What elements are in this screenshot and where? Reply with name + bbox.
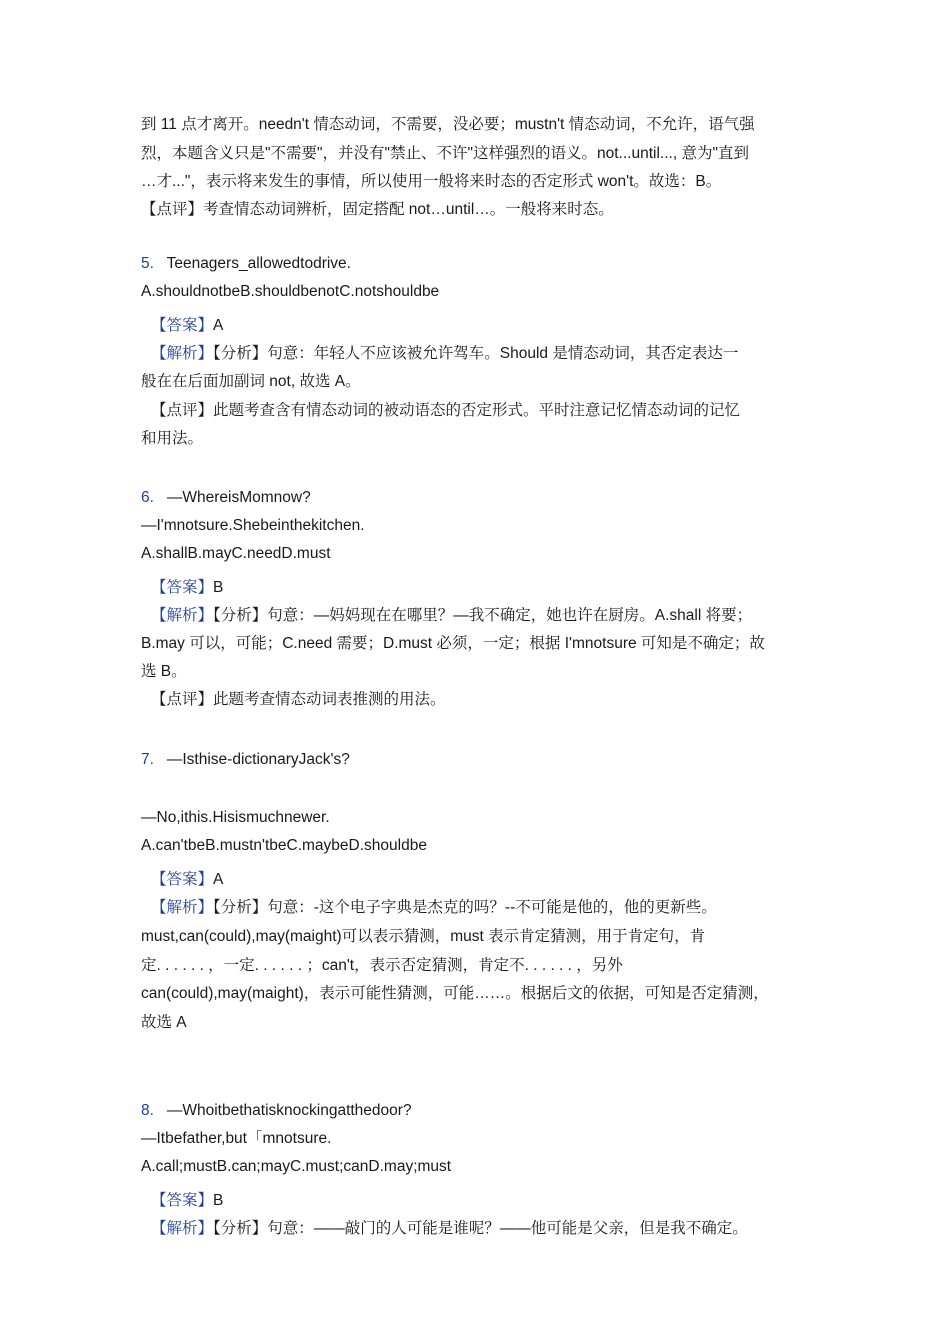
question-7-analysis (151, 898, 810, 918)
answer-value: A (213, 871, 224, 888)
question-7-analysis-cont-4: 故选 A (141, 1014, 187, 1031)
question-5 (141, 254, 810, 274)
question-8-line-2: —Itbefather,but「mnotsure. (141, 1130, 332, 1147)
question-number: 6. (141, 489, 154, 506)
analysis-label: 【解析】 (151, 607, 214, 624)
question-number: 7. (141, 751, 154, 768)
answer-label: 【答案】 (151, 871, 214, 888)
question-7-line-2: —No,ithis.Hisismuchnewer. (141, 809, 330, 826)
question-7 (141, 750, 810, 770)
question-6-analysis-cont: B.may 可以，可能；C.need 需要；D.must 必须，一定；根据 I'mnotsure 可知是不确定；故 (141, 635, 765, 652)
answer-label: 【答案】 (151, 1192, 214, 1209)
question-6 (141, 488, 810, 508)
question-5-comment-cont: 和用法。 (141, 430, 204, 447)
question-5-comment: 【点评】此题考查含有情态动词的被动语态的否定形式。平时注意记忆情态动词的记忆 (151, 402, 741, 419)
intro-comment: 【点评】考查情态动词辨析，固定搭配 not…until…。一般将来时态。 (141, 201, 614, 218)
question-text: —WhereisMomnow? (166, 489, 311, 506)
question-7-answer (151, 870, 810, 890)
question-6-analysis-cont-2: 选 B。 (141, 663, 187, 680)
intro-line-2: 烈，本题含义只是"不需要"，并没有"禁止、不许"这样强烈的语义。not...until..., 意为"直到 (141, 145, 749, 162)
question-6-line-2: —I'mnotsure.Shebeinthekitchen. (141, 517, 365, 534)
question-text: —Whoitbethatisknockingatthedoor? (166, 1102, 412, 1119)
analysis-label: 【解析】 (151, 899, 214, 916)
question-7-analysis-cont-3: can(could),may(maight)，表示可能性猜测，可能……。根据后文的依据，可知是否定猜测， (141, 985, 769, 1002)
intro-line-1: 到 11 点才离开。needn't 情态动词，不需要，没必要；mustn't 情态动词，不允许，语气强 (141, 116, 755, 133)
analysis-text: 【分析】句意：-这个电子字典是杰克的吗？--不可能是他的，他的更新些。 (213, 899, 717, 916)
question-8 (141, 1101, 810, 1121)
question-5-analysis (151, 344, 810, 364)
analysis-label: 【解析】 (151, 1220, 214, 1237)
answer-label: 【答案】 (151, 579, 214, 596)
question-8-options: A.call;mustB.can;mayC.must;canD.may;must (141, 1158, 452, 1175)
question-8-analysis (151, 1219, 810, 1239)
question-number: 8. (141, 1102, 154, 1119)
question-number: 5. (141, 255, 154, 272)
question-7-analysis-cont-2: 定. . . . . . ，一定. . . . . . ；can't，表示否定猜测，肯定不. . . . . . ，另外 (141, 957, 623, 974)
question-6-answer (151, 578, 810, 598)
question-8-answer (151, 1191, 810, 1211)
question-6-options: A.shallB.mayC.needD.must (141, 545, 331, 562)
question-6-analysis (151, 606, 810, 626)
question-5-analysis-cont: 般在在后面加副词 not, 故选 A。 (141, 373, 361, 390)
analysis-label: 【解析】 (151, 345, 214, 362)
question-text: —Isthise-dictionaryJack's? (166, 751, 350, 768)
answer-label: 【答案】 (151, 317, 214, 334)
analysis-text: 【分析】句意：—妈妈现在在哪里？—我不确定，她也许在厨房。A.shall 将要； (213, 607, 753, 624)
question-5-options: A.shouldnotbeB.shouldbenotC.notshouldbe (141, 283, 440, 300)
intro-line-3: …才..."，表示将来发生的事情，所以使用一般将来时态的否定形式 won't。故选：B。 (141, 173, 722, 190)
answer-value: B (213, 579, 224, 596)
answer-value: A (213, 317, 224, 334)
analysis-text: 【分析】句意：——敲门的人可能是谁呢？——他可能是父亲，但是我不确定。 (213, 1220, 748, 1237)
question-7-options: A.can'tbeB.mustn'tbeC.maybeD.shouldbe (141, 837, 427, 854)
question-5-answer (151, 316, 810, 336)
question-text: Teenagers_allowedtodrive. (166, 255, 351, 272)
question-6-comment: 【点评】此题考查情态动词表推测的用法。 (151, 691, 446, 708)
answer-value: B (213, 1192, 224, 1209)
analysis-text: 【分析】句意：年轻人不应该被允许驾车。Should 是情态动词，其否定表达一 (213, 345, 739, 362)
question-7-analysis-cont: must,can(could),may(maight)可以表示猜测，must 表示肯定猜测，用于肯定句，肯 (141, 928, 706, 945)
